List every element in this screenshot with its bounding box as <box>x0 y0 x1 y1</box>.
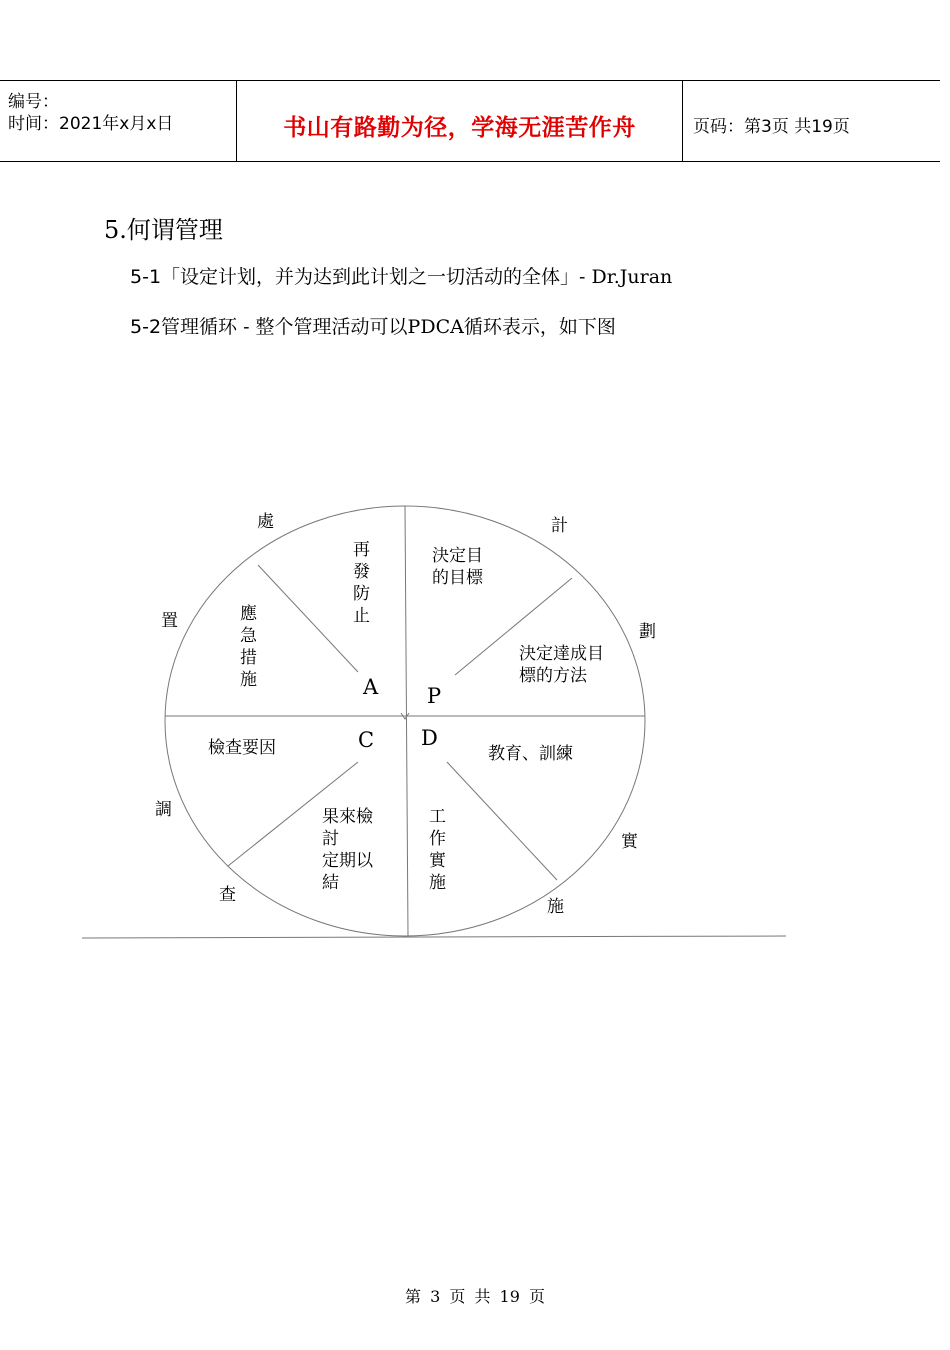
sector-gongzuo-1: 工 <box>429 807 446 827</box>
document-date: 时间：2021年x月x日 <box>8 114 174 134</box>
sector-mubiao-2: 的目標 <box>432 568 483 588</box>
outer-label-zhi: 置 <box>161 611 178 631</box>
pdca-text: 管理循环 - 整个管理活动可以PDCA循环表示，如下图 <box>161 316 616 338</box>
outer-label-cha: 查 <box>219 885 236 905</box>
outer-label-hua: 劃 <box>639 622 656 642</box>
base-line <box>82 936 786 938</box>
outer-label-chu: 處 <box>257 512 274 532</box>
quadrant-a: A <box>363 675 379 699</box>
sector-yingji-2: 急 <box>240 626 257 646</box>
sector-jieguo-4: 結 <box>322 873 339 893</box>
definition-number: 5-1 <box>130 266 162 288</box>
sector-jiancha: 檢查要因 <box>208 738 276 758</box>
pdca-number: 5-2 <box>130 316 162 338</box>
header-motto: 书山有路勤为径，学海无涯苦作舟 <box>283 115 636 141</box>
sector-zaifa-4: 止 <box>353 606 370 626</box>
sector-zaifa-2: 發 <box>353 562 370 582</box>
sector-fangfa-1: 決定達成目 <box>519 644 604 664</box>
page-footer: 第 3 页 共 19 页 <box>405 1287 545 1306</box>
document-number-label: 编号： <box>8 92 59 112</box>
sector-jieguo-1: 果來檢 <box>322 807 373 827</box>
sector-gongzuo-4: 施 <box>429 873 446 893</box>
outer-label-diao: 調 <box>155 800 172 820</box>
sector-fangfa-2: 標的方法 <box>519 666 587 686</box>
divider-upper-left <box>258 565 358 672</box>
outer-label-shi2: 施 <box>547 897 564 917</box>
definition-text: 「设定计划，并为达到此计划之一切活动的全体」- Dr.Juran <box>161 266 673 288</box>
sector-zaifa-1: 再 <box>353 540 370 560</box>
sector-gongzuo-2: 作 <box>429 829 446 849</box>
sector-yingji-3: 措 <box>240 648 257 668</box>
outer-label-shi: 實 <box>621 832 638 852</box>
sector-jieguo-2: 討 <box>322 829 339 849</box>
divider-lower-right <box>447 762 557 880</box>
section-heading: 5.何谓管理 <box>104 216 223 244</box>
vertical-divider <box>405 506 408 936</box>
sector-yingji-4: 施 <box>240 670 257 690</box>
quadrant-c: C <box>358 728 375 752</box>
sector-jiaoyu: 教育、訓練 <box>488 744 573 764</box>
outer-label-ji: 計 <box>551 516 568 536</box>
sector-yingji-1: 應 <box>240 604 257 624</box>
sector-mubiao-1: 決定目 <box>432 546 483 566</box>
sector-jieguo-3: 定期以 <box>322 851 373 871</box>
header-page-code: 页码：第3页 共19页 <box>693 117 850 137</box>
sector-zaifa-3: 防 <box>353 584 370 604</box>
quadrant-p: P <box>427 684 442 708</box>
quadrant-d: D <box>421 726 438 750</box>
sector-gongzuo-3: 實 <box>429 851 446 871</box>
